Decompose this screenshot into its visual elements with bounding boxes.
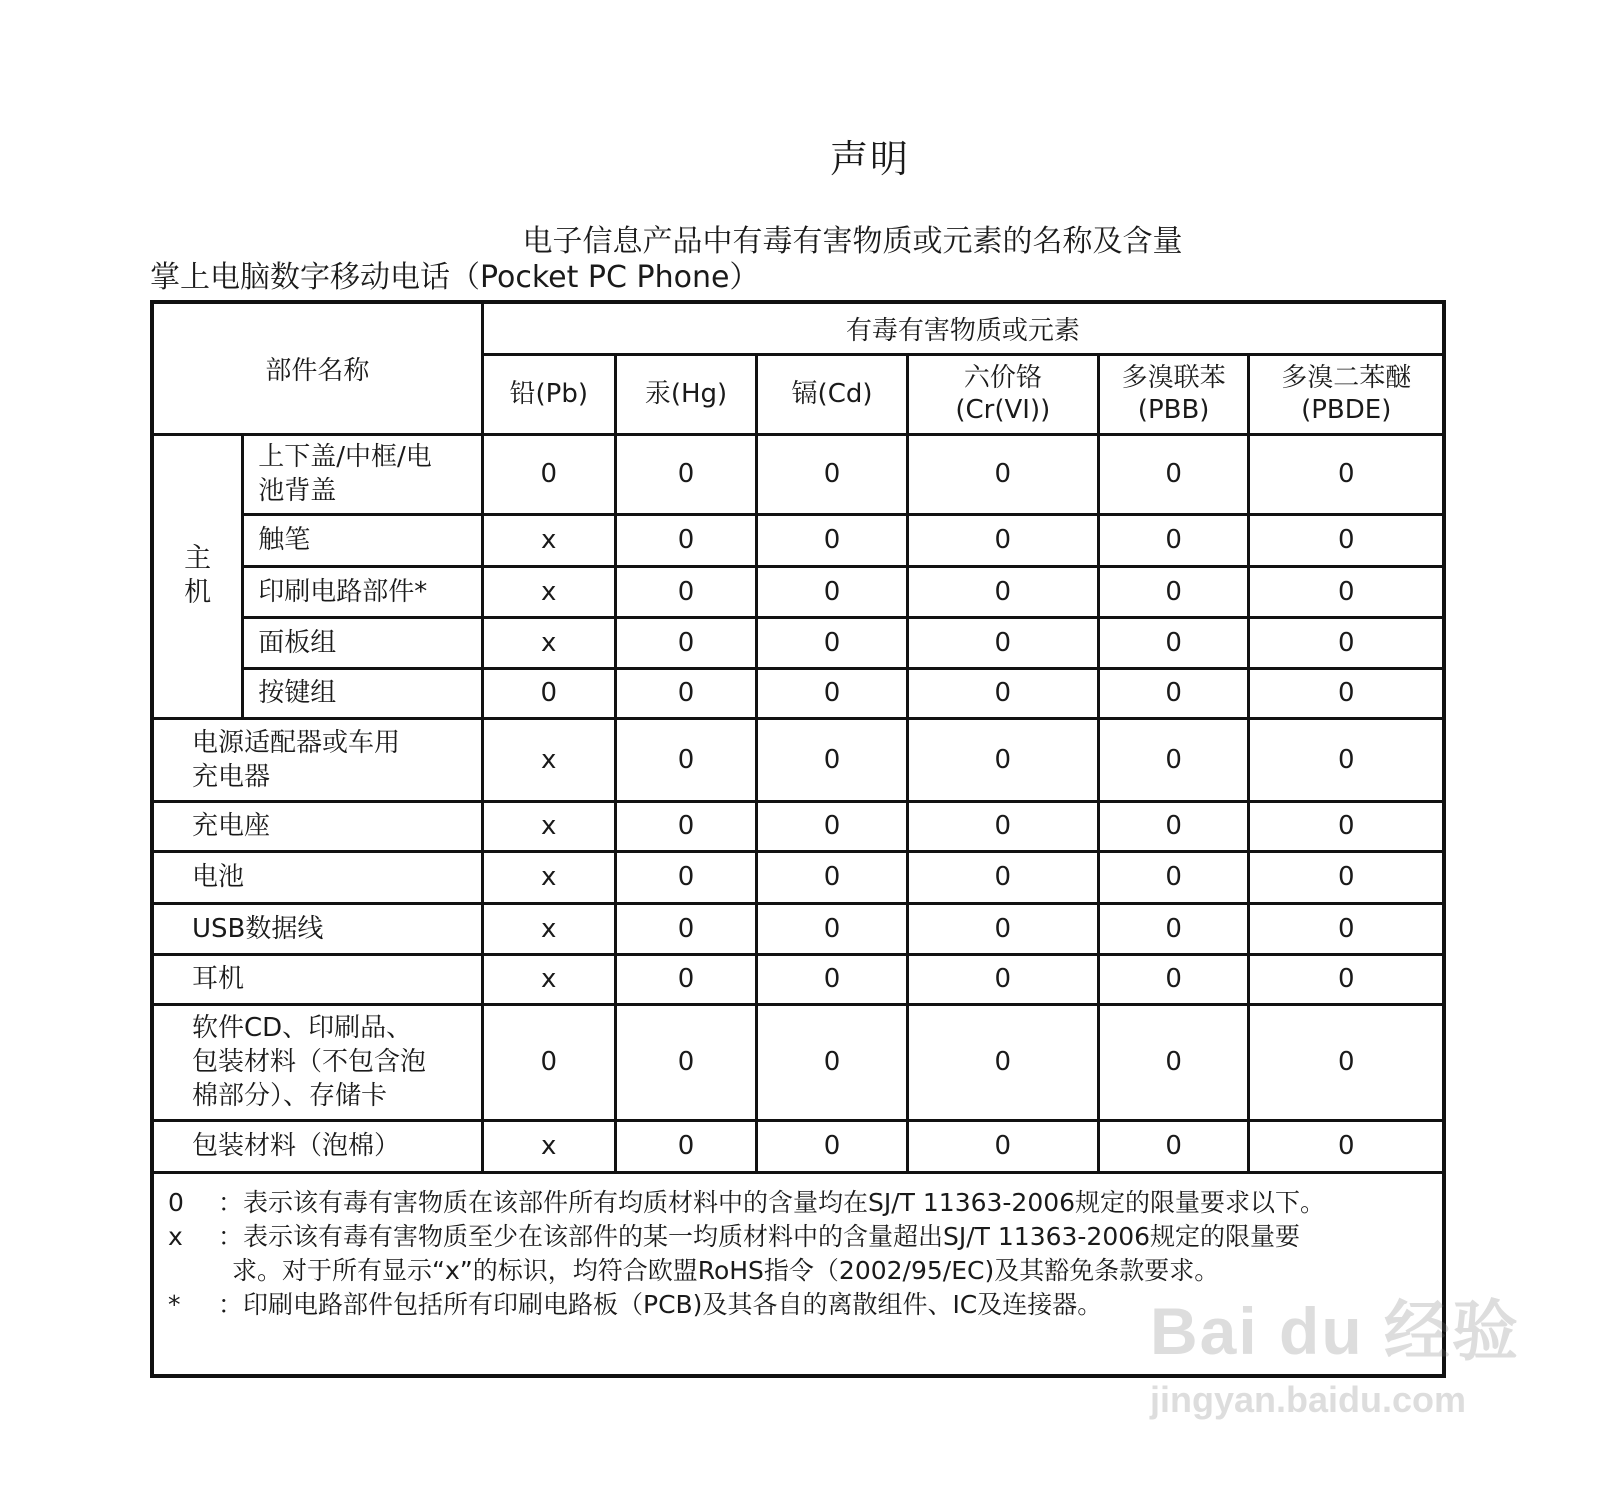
substance-value: 0 — [907, 801, 1098, 851]
substance-value: 0 — [1249, 954, 1442, 1004]
hazardous-substance-table — [150, 300, 1446, 1378]
part-name-line: 棉部分）、存储卡 — [192, 1081, 388, 1111]
note-zero-text: ：表示该有毒有害物质在该部件所有均质材料中的含量均在SJ/T 11363-2006规定的限量要求以下。 — [218, 1187, 1326, 1217]
substance-value: 0 — [757, 954, 908, 1004]
column-header-line1: 六价铬 — [963, 363, 1042, 393]
part-name-line: 包装材料（泡棉） — [192, 1131, 401, 1161]
part-name-line: 耳机 — [192, 964, 245, 994]
substance-value: 0 — [757, 434, 908, 514]
substance-value: 0 — [907, 903, 1098, 954]
note-x-text-2: 求。对于所有显示“x”的标识，均符合欧盟RoHS指令（2002/95/EC)及其豁免条款要求。 — [232, 1255, 1220, 1285]
column-header-line2: (PBB) — [1137, 395, 1210, 425]
substance-value: 0 — [1098, 566, 1249, 617]
substance-value: 0 — [1098, 668, 1249, 718]
host-group-label — [154, 434, 243, 718]
substance-value: 0 — [615, 668, 756, 718]
substance-value: 0 — [615, 801, 756, 851]
part-name-line: 电源适配器或车用 — [192, 727, 401, 758]
part-name — [154, 1120, 482, 1172]
column-header-line1: 汞(Hg) — [644, 379, 728, 409]
substance-value: x — [482, 514, 615, 566]
substance-value: 0 — [1249, 668, 1442, 718]
substance-value: 0 — [757, 851, 908, 903]
part-name-line: USB数据线 — [192, 913, 324, 944]
substance-value: 0 — [907, 954, 1098, 1004]
notes-cell — [154, 1174, 1442, 1351]
substance-value: 0 — [907, 668, 1098, 718]
substance-value: 0 — [757, 566, 908, 617]
header-part-name: 部件名称 — [154, 304, 482, 434]
substance-value: 0 — [757, 801, 908, 851]
substance-value: 0 — [615, 903, 756, 954]
note-star — [168, 1288, 1442, 1322]
table-row — [154, 566, 1442, 617]
substance-value: 0 — [615, 514, 756, 566]
substance-value: 0 — [1249, 801, 1442, 851]
substance-value: x — [482, 903, 615, 954]
substance-value: x — [482, 801, 615, 851]
column-header-line1: 多溴联苯 — [1121, 363, 1226, 393]
part-name-line: 电池 — [192, 862, 245, 892]
host-label-2: 机 — [184, 577, 212, 608]
note-x-text-1: ：表示该有毒有害物质至少在该部件的某一均质材料中的含量超出SJ/T 11363-2006规定的限量要 — [218, 1221, 1301, 1251]
substance-value: 0 — [482, 668, 615, 718]
column-header-line1: 多溴二苯醚 — [1281, 363, 1412, 393]
part-name — [154, 1004, 482, 1120]
substance-value: 0 — [615, 434, 756, 514]
part-name-line: 触笔 — [258, 525, 311, 555]
table-row — [154, 1004, 1442, 1120]
part-name — [243, 617, 482, 668]
part-name — [243, 566, 482, 617]
part-name-line: 印刷电路部件* — [258, 576, 428, 607]
part-name — [243, 434, 482, 514]
note-x-continued — [168, 1254, 1442, 1288]
column-header-line1: 铅(Pb) — [509, 379, 588, 409]
table-row — [154, 434, 1442, 514]
header-substance-group: 有毒有害物质或元素 — [482, 304, 1442, 354]
substance-value: 0 — [907, 566, 1098, 617]
substance-value: 0 — [482, 434, 615, 514]
note-x — [168, 1220, 1442, 1254]
part-name — [243, 668, 482, 718]
document-subtitle: 电子信息产品中有毒有害物质或元素的名称及含量 — [522, 224, 1183, 259]
column-header-5 — [1249, 354, 1442, 434]
substance-value: 0 — [1249, 1120, 1442, 1172]
substance-value: 0 — [1098, 434, 1249, 514]
part-name-line: 充电器 — [192, 761, 271, 792]
host-label-1: 主 — [184, 543, 212, 574]
substance-value: 0 — [1249, 903, 1442, 954]
substance-value: x — [482, 617, 615, 668]
header-row-1 — [154, 304, 1442, 354]
substance-value: 0 — [757, 514, 908, 566]
substance-table — [154, 304, 1442, 1174]
substance-value: 0 — [1249, 851, 1442, 903]
part-name — [243, 514, 482, 566]
table-row — [154, 514, 1442, 566]
column-header-0 — [482, 354, 615, 434]
part-name — [154, 903, 482, 954]
substance-value: 0 — [757, 617, 908, 668]
table-row — [154, 668, 1442, 718]
substance-value: 0 — [1098, 903, 1249, 954]
substance-value: 0 — [1098, 514, 1249, 566]
substance-value: 0 — [907, 1120, 1098, 1172]
column-header-line1: 镉(Cd) — [791, 379, 873, 409]
table-row — [154, 1120, 1442, 1172]
substance-value: 0 — [907, 617, 1098, 668]
substance-value: 0 — [1098, 851, 1249, 903]
part-name-line: 上下盖/中框/电 — [258, 442, 432, 472]
substance-value: 0 — [757, 1120, 908, 1172]
substance-value: 0 — [615, 718, 756, 801]
column-header-4 — [1098, 354, 1249, 434]
part-name — [154, 851, 482, 903]
column-header-line2: (PBDE) — [1301, 395, 1392, 425]
substance-value: 0 — [1098, 954, 1249, 1004]
substance-value: 0 — [907, 851, 1098, 903]
substance-value: 0 — [907, 514, 1098, 566]
table-row — [154, 801, 1442, 851]
part-name-line: 包装材料（不包含泡 — [192, 1047, 427, 1077]
substance-value: 0 — [615, 954, 756, 1004]
column-header-3 — [907, 354, 1098, 434]
substance-value: 0 — [1098, 718, 1249, 801]
substance-value: 0 — [1249, 1004, 1442, 1120]
substance-value: 0 — [615, 1004, 756, 1120]
part-name-line: 面板组 — [258, 627, 337, 658]
substance-value: x — [482, 954, 615, 1004]
product-name: 掌上电脑数字移动电话（Pocket PC Phone） — [150, 260, 760, 295]
note-star-symbol: * — [168, 1289, 181, 1319]
substance-value: 0 — [1098, 801, 1249, 851]
note-zero — [168, 1186, 1442, 1220]
column-header-line2: (Cr(VI)) — [955, 395, 1051, 425]
part-name-line: 软件CD、印刷品、 — [192, 1013, 413, 1043]
notes-table — [154, 1174, 1442, 1351]
table-row — [154, 851, 1442, 903]
table-row — [154, 617, 1442, 668]
note-star-text: ：印刷电路部件包括所有印刷电路板（PCB)及其各自的离散组件、IC及连接器。 — [218, 1289, 1103, 1319]
column-header-2 — [757, 354, 908, 434]
substance-value: 0 — [907, 718, 1098, 801]
substance-value: x — [482, 566, 615, 617]
substance-value: 0 — [615, 617, 756, 668]
substance-value: 0 — [757, 668, 908, 718]
substance-value: 0 — [615, 851, 756, 903]
substance-value: 0 — [907, 434, 1098, 514]
substance-value: 0 — [757, 903, 908, 954]
part-name-line: 充电座 — [192, 811, 271, 841]
substance-value: 0 — [1249, 566, 1442, 617]
part-name — [154, 954, 482, 1004]
substance-value: x — [482, 718, 615, 801]
substance-value: 0 — [1098, 1120, 1249, 1172]
table-row — [154, 954, 1442, 1004]
column-header-1 — [615, 354, 756, 434]
substance-value: x — [482, 1120, 615, 1172]
note-zero-symbol: 0 — [168, 1187, 184, 1217]
part-name — [154, 801, 482, 851]
document-title: 声明 — [829, 137, 910, 181]
note-x-symbol: x — [168, 1221, 183, 1251]
substance-value: 0 — [757, 1004, 908, 1120]
watermark-logo: Bai du 经验 — [1150, 1294, 1521, 1368]
table-row — [154, 718, 1442, 801]
substance-value: 0 — [1249, 617, 1442, 668]
watermark-url: jingyan.baidu.com — [1150, 1379, 1467, 1420]
part-name-line: 按键组 — [258, 678, 337, 708]
substance-value: 0 — [1249, 718, 1442, 801]
substance-value: 0 — [757, 718, 908, 801]
substance-value: 0 — [1249, 514, 1442, 566]
substance-value: x — [482, 851, 615, 903]
part-name — [154, 718, 482, 801]
substance-value: 0 — [1249, 434, 1442, 514]
table-row — [154, 903, 1442, 954]
substance-value: 0 — [482, 1004, 615, 1120]
substance-value: 0 — [907, 1004, 1098, 1120]
part-name-line: 池背盖 — [258, 476, 337, 506]
substance-value: 0 — [1098, 1004, 1249, 1120]
substance-value: 0 — [1098, 617, 1249, 668]
substance-value: 0 — [615, 566, 756, 617]
substance-value: 0 — [615, 1120, 756, 1172]
